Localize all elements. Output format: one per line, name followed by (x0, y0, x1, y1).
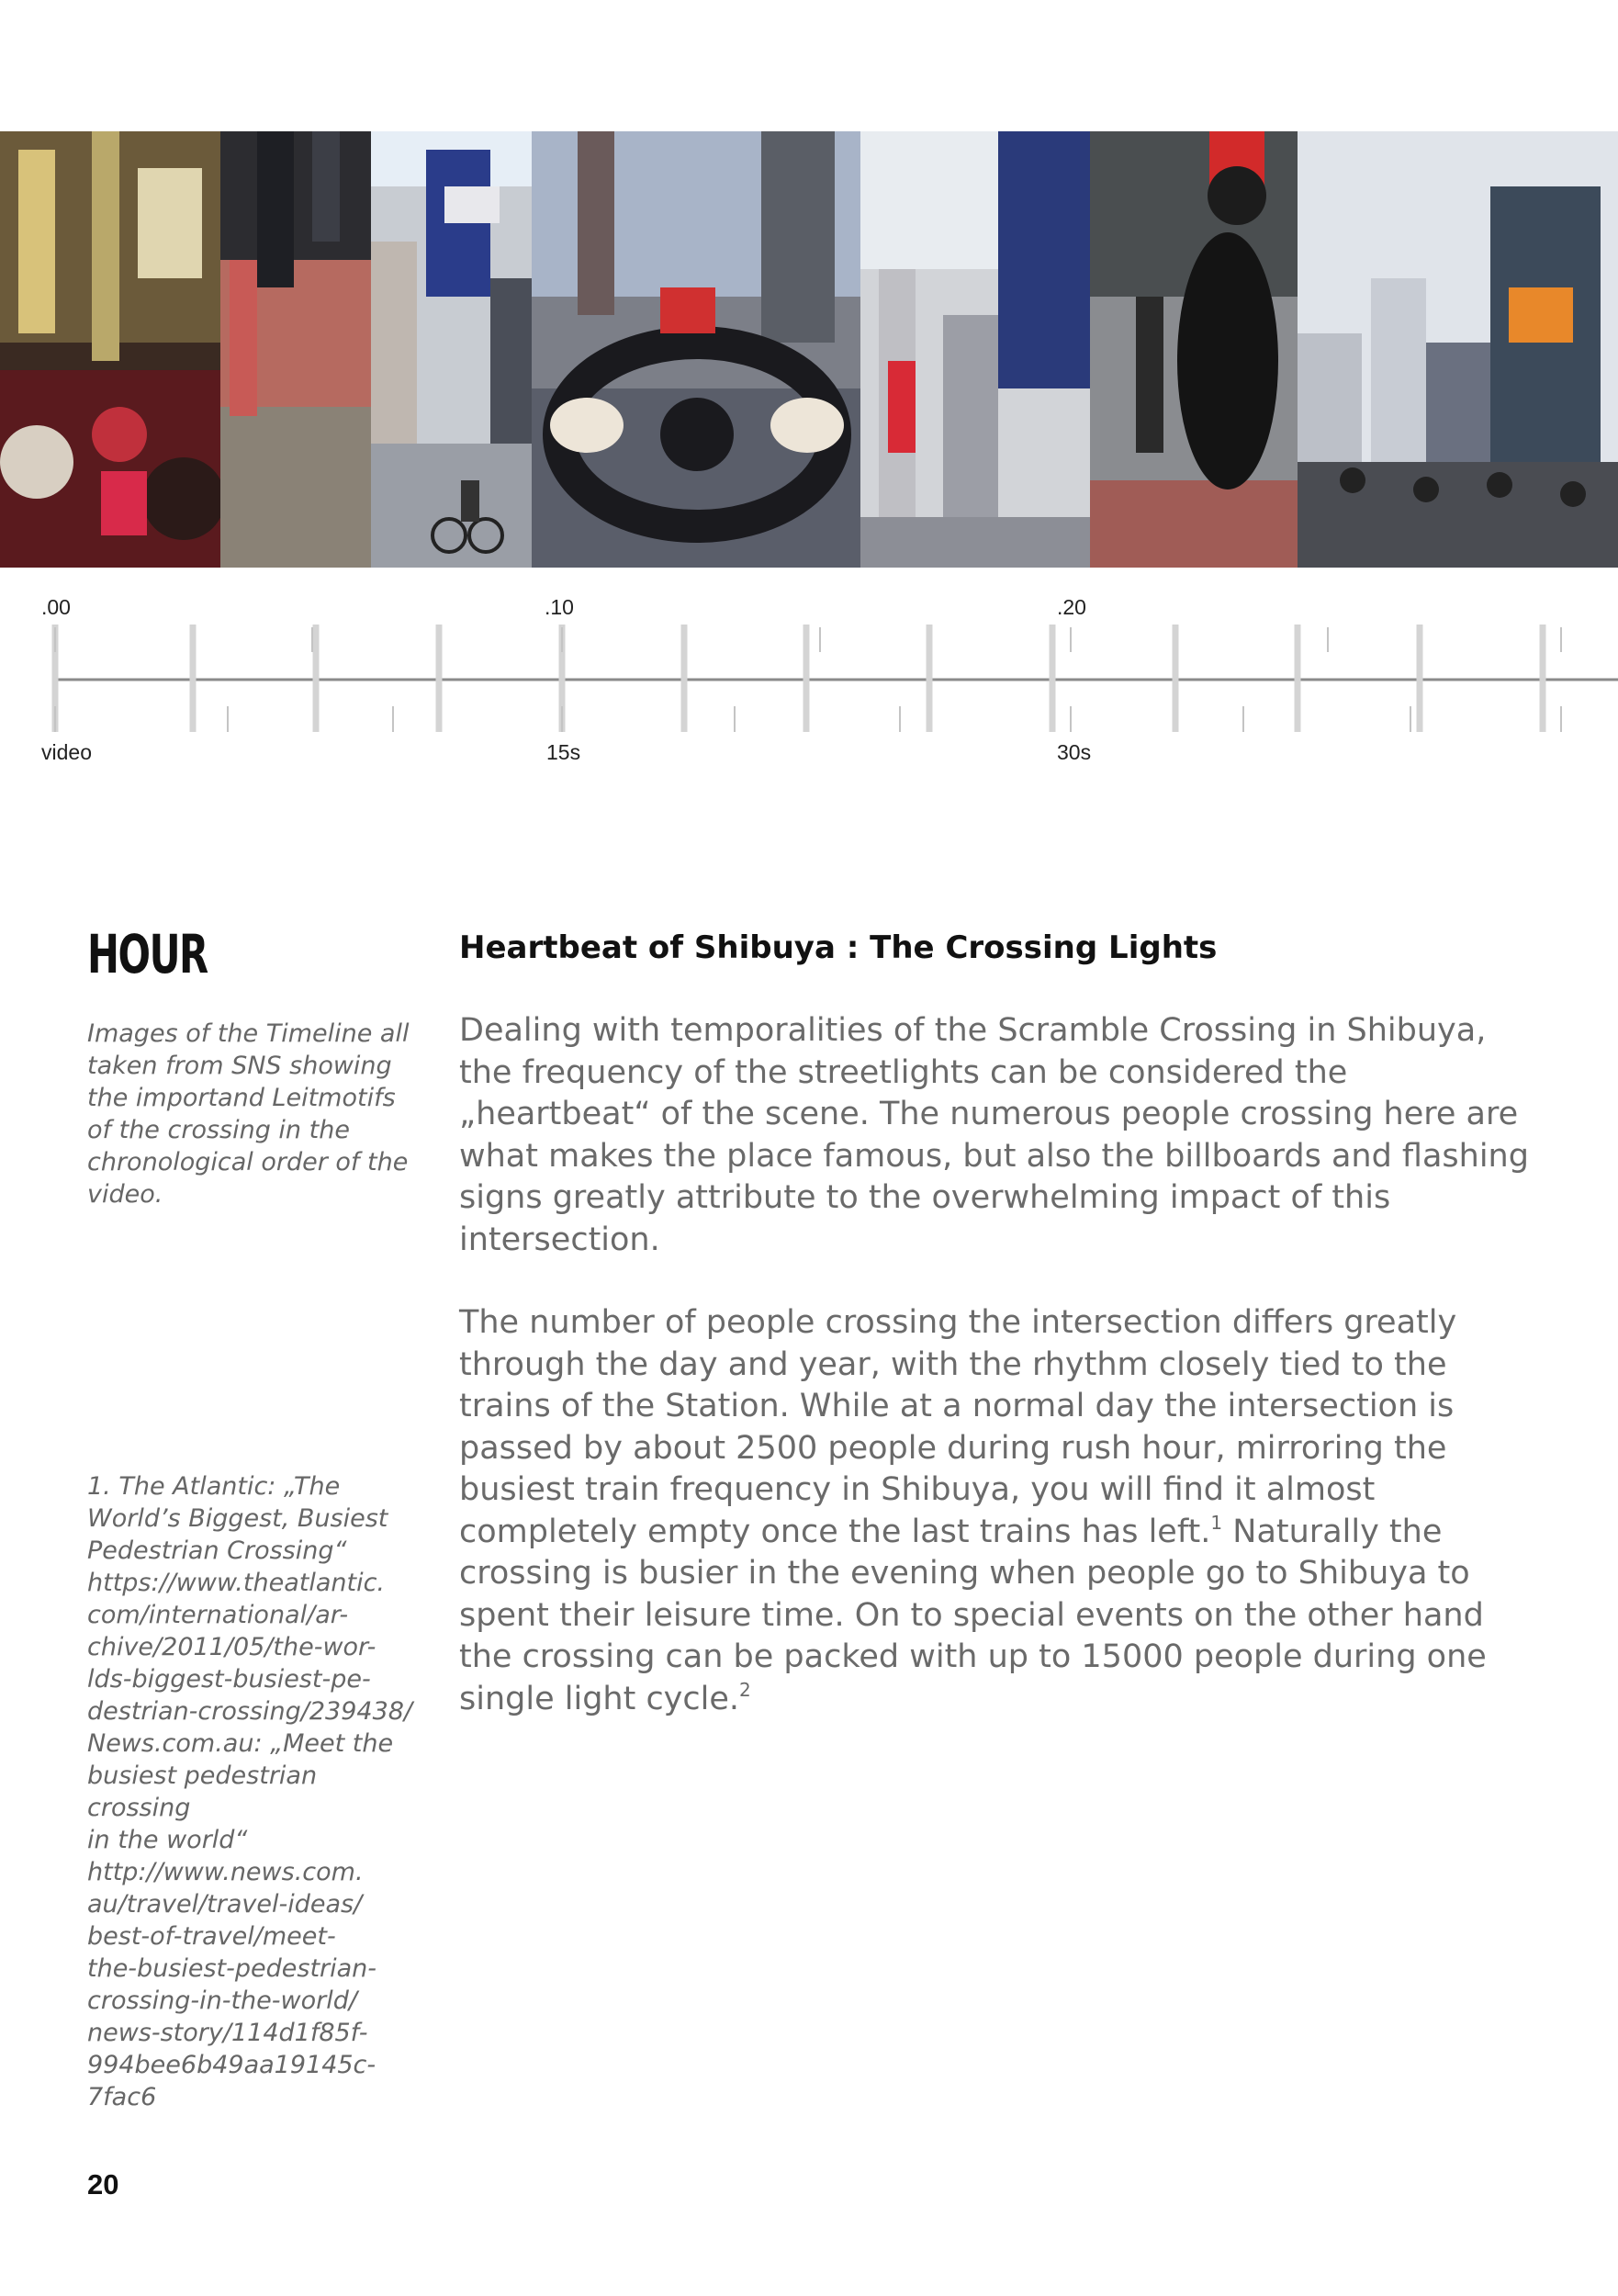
steering-wheel-frame (532, 131, 860, 568)
timeline-image-strip (0, 131, 1618, 568)
footnote-line: lds-biggest-busiest-pe- (87, 1665, 371, 1694)
footnote-ref: 2 (739, 1678, 751, 1701)
paragraph-text: Naturally the crossing is busier in the evening when people go to Shibuya to spent their leisure time. On to special events on the other hand the crossing can be packed with up to 15000 people during one single light cycle. (459, 1513, 1487, 1717)
footnote-line: chive/2011/05/the-wor- (87, 1633, 376, 1661)
timeline-top-label: .20 (1057, 595, 1086, 619)
timeline-top-label: .00 (41, 595, 71, 619)
footnote-line: 994bee6b49aa19145c- (87, 2051, 376, 2079)
footnote-line: in the world“ (87, 1826, 248, 1854)
footnote-line: com/international/ar- (87, 1601, 349, 1629)
footnote-line: http://www.news.com. (87, 1858, 364, 1886)
footnote-line: https://www.theatlantic. (87, 1569, 385, 1597)
paragraph-text: The number of people crossing the intersection differs greatly through the day and year, with the rhythm closely tied to the trains of the Station. While at a normal day the intersection is passed by about 2500 people during rush hour, mirroring the busiest train frequency in Shibuya, you will find it almost completely empty once the last trains has left. (459, 1304, 1457, 1550)
footnote-line: the-busiest-pedestrian- (87, 1954, 377, 1983)
night-crowd-frame (0, 131, 220, 568)
article-paragraph (459, 1302, 1538, 1720)
footnote-line: best-of-travel/meet- (87, 1922, 336, 1951)
footnote-line: crossing-in-the-world/ (87, 1986, 357, 2015)
footnote-line: destrian-crossing/239438/ (87, 1697, 413, 1726)
shibuya109-frame (860, 131, 1090, 568)
timeline-bottom-label: 15s (546, 740, 581, 764)
billboards-cyclist-frame (371, 131, 532, 568)
article-body (459, 1010, 1538, 1761)
footnote (87, 1470, 422, 2113)
scramble-crossing-frame (1298, 131, 1618, 568)
feet-walking-frame (220, 131, 371, 568)
timeline-caption: Images of the Timeline all taken from SNS showing the importand Leitmotifs of the crossing in the chronological order of the video. (87, 1019, 410, 1209)
footnote-line: 7fac6 (87, 2083, 157, 2111)
timeline-bottom-label: 30s (1057, 740, 1092, 764)
footnote-line: World’s Biggest, Busiest (87, 1504, 388, 1533)
timeline-bottom-label: video (41, 740, 92, 764)
footnote-ref: 1 (1210, 1511, 1223, 1534)
footnote-line: 1. The Atlantic: „The (87, 1472, 341, 1501)
footnote-line: Pedestrian Crossing“ (87, 1536, 347, 1565)
footnote-line: news-story/114d1f85f- (87, 2019, 368, 2047)
timeline-axis (0, 620, 1618, 739)
timeline-top-label: .10 (545, 595, 574, 619)
article-heading: Heartbeat of Shibuya : The Crossing Lights (459, 929, 1218, 966)
page-number: 20 (87, 2168, 119, 2200)
pedestrian-closeup-frame (1090, 131, 1298, 568)
footnote-line: News.com.au: „Meet the (87, 1729, 394, 1758)
section-title: HOUR (87, 923, 208, 985)
footnote-line: busiest pedestrian crossing (87, 1761, 318, 1822)
footnote-line: au/travel/travel-ideas/ (87, 1890, 363, 1919)
article-paragraph: Dealing with temporalities of the Scramble Crossing in Shibuya, the frequency of the streetlights can be considered the „heartbeat“ of the scene. The numerous people crossing here are what makes the place famous, but also the billboards and flashing signs greatly attribute to the overwhelming impact of this intersection. (459, 1012, 1529, 1258)
